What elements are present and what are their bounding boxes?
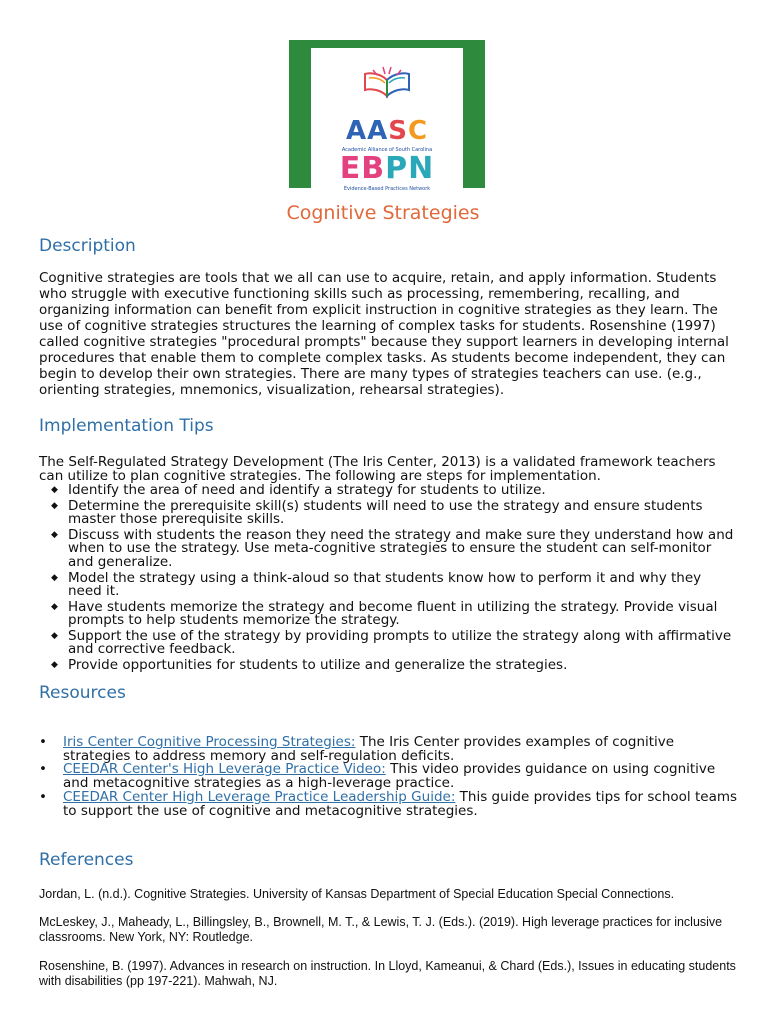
description-heading: Description [39, 236, 136, 256]
ebpn-subtitle: Evidence-Based Practices Network [343, 186, 431, 192]
implementation-intro: The Self-Regulated Strategy Development (The Iris Center, 2013) is a validated framework teachers can utilize to plan cognitive strategies. The following are steps for implementation. [39, 454, 716, 484]
list-item: ◆ Discuss with students the reason they need the strategy and make sure they understand how and when to use the strategy. Use meta-cognitive strategies to ensure the student can self-monitor and generalize. [39, 529, 739, 570]
iris-center-link[interactable]: Iris Center Cognitive Processing Strategies: [63, 734, 356, 750]
list-item: ◆ Have students memorize the strategy and become fluent in utilizing the strategy. Provide visual prompts to help students memorize the strategy. [39, 601, 739, 628]
aasc-subtitle: Academic Alliance of South Carolina [341, 147, 433, 153]
resource-description: This video provides guidance on using cognitive and metacognitive strategies as a high-leverage practice. [63, 761, 716, 792]
implementation-heading: Implementation Tips [39, 416, 214, 436]
aasc-ebpn-logo [289, 40, 485, 192]
ebpn-letter: N [408, 151, 435, 186]
description-text: Cognitive strategies are tools that we all can use to acquire, retain, and apply information. Students who struggle with executive functioning skills such as processing, remembering, recalling, and organizing information can benefit from explicit instruction in cognitive strategies as they learn. The use of cognitive strategies structures the learning of complex tasks for students. Rosenshine (1997) called cognitive strategies "procedural prompts" because they support learners in developing internal procedures that enable them to complete complex tasks. As students become independent, they can begin to develop their own strategies. There are many types of strategies teachers can use. (e.g., orienting strategies, mnemonics, visualization, rehearsal strategies). [39, 270, 729, 398]
resources-heading: Resources [39, 683, 126, 703]
aasc-letter: A [367, 116, 389, 146]
ebpn-letter: E [339, 151, 362, 186]
reference-item: Jordan, L. (n.d.). Cognitive Strategies. University of Kansas Department of Special Education Special Connections. [39, 887, 675, 901]
ebpn-wordmark [311, 151, 463, 186]
resource-description: The Iris Center provides examples of cognitive strategies to address memory and self-regulation deficits. [63, 734, 675, 764]
resource-item [39, 763, 739, 790]
resource-item [39, 788, 739, 819]
aasc-letter: C [407, 116, 429, 146]
aasc-wordmark [311, 118, 463, 144]
list-item: ◆ Identify the area of need and identify a strategy for students to utilize. [39, 484, 739, 498]
page-title: Cognitive Strategies [286, 202, 480, 224]
list-item: ◆ Support the use of the strategy by providing prompts to utilize the strategy along with affirmative and corrective feedback. [39, 630, 739, 657]
implementation-steps [39, 484, 739, 675]
ceedar-guide-link[interactable]: CEEDAR Center High Leverage Practice Leadership Guide: [63, 788, 456, 805]
reference-item: McLeskey, J., Maheady, L., Billingsley, B., Brownell, M. T., & Lewis, T. J. (Eds.). (2019). High leverage practices for inclusive classrooms. New York, NY: Routledge. [39, 915, 723, 944]
references-heading: References [39, 850, 134, 870]
list-item: ◆ Provide opportunities for students to utilize and generalize the strategies. [39, 659, 739, 673]
list-item: ◆ Determine the prerequisite skill(s) students will need to use the strategy and ensure students master those prerequisite skills. [39, 500, 739, 527]
ceedar-video-link[interactable]: CEEDAR Center's High Leverage Practice Video: [63, 761, 386, 778]
ebpn-letter: P [385, 151, 409, 186]
resources-list [39, 736, 739, 818]
open-book-icon [361, 66, 413, 102]
ebpn-letter: B [361, 151, 386, 186]
resource-item [39, 736, 739, 763]
aasc-letter: A [345, 116, 368, 146]
list-item: ◆ Model the strategy using a think-aloud so that students know how to perform it and why they need it. [39, 572, 739, 599]
resource-description: This guide provides tips for school teams to support the use of cognitive and metacognitive strategies. [63, 788, 738, 819]
aasc-letter: S [388, 116, 408, 146]
reference-item: Rosenshine, B. (1997). Advances in research on instruction. In Lloyd, Kameanui, & Chard (Eds.), Issues in educating students with disabilities (pp 197-221). Mahwah, NJ. [39, 959, 736, 988]
